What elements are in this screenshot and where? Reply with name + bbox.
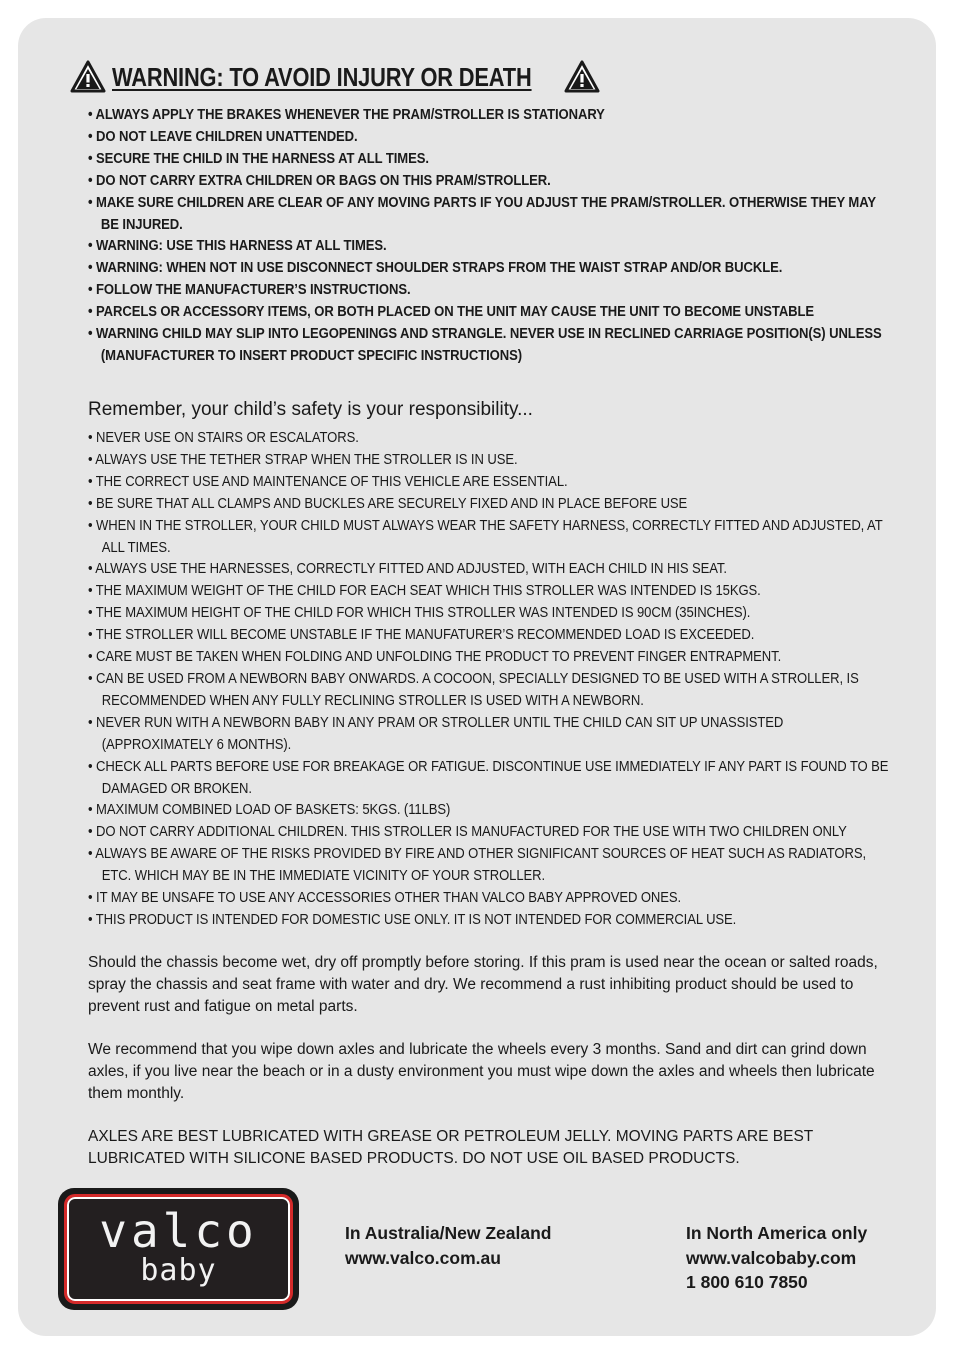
list-item: • THIS PRODUCT IS INTENDED FOR DOMESTIC USE ONLY. IT IS NOT INTENDED FOR COMMERCIAL USE.: [88, 910, 737, 928]
list-item: • DO NOT CARRY ADDITIONAL CHILDREN. THIS STROLLER IS MANUFACTURED FOR THE USE WITH TWO CHILDREN ONLY: [88, 823, 847, 841]
list-item: • PARCELS OR ACCESSORY ITEMS, OR BOTH PLACED ON THE UNIT MAY CAUSE THE UNIT TO BECOME UNSTABLE: [88, 303, 815, 321]
list-item: • IT MAY BE UNSAFE TO USE ANY ACCESSORIES OTHER THAN VALCO BABY APPROVED ONES.: [88, 889, 682, 907]
list-item: • MAKE SURE CHILDREN ARE CLEAR OF ANY MOVING PARTS IF YOU ADJUST THE PRAM/STROLLER. OTHERWISE THEY MAY BE INJURED.: [88, 193, 876, 233]
list-item: • ALWAYS USE THE TETHER STRAP WHEN THE STROLLER IS IN USE.: [88, 450, 518, 468]
safety-list: [88, 427, 954, 931]
list-item: • CARE MUST BE TAKEN WHEN FOLDING AND UNFOLDING THE PRODUCT TO PREVENT FINGER ENTRAPMENT.: [88, 648, 782, 666]
list-item: • MAXIMUM COMBINED LOAD OF BASKETS: 5KGS. (11LBS): [88, 801, 451, 819]
contact-website-link[interactable]: www.valcobaby.com: [686, 1247, 857, 1268]
list-item: • THE CORRECT USE AND MAINTENANCE OF THIS VEHICLE ARE ESSENTIAL.: [88, 472, 568, 490]
logo-frame: [64, 1194, 293, 1304]
list-item: • SECURE THE CHILD IN THE HARNESS AT ALL TIMES.: [88, 149, 429, 167]
list-item: • CAN BE USED FROM A NEWBORN BABY ONWARDS. A COCOON, SPECIALLY DESIGNED TO BE USED WITH A STROLLER, IS RECOMMENDED WHEN ANY FULLY RECLINING STROLLER IS USED WITH A NEWBORN.: [88, 669, 859, 709]
list-item: • THE MAXIMUM HEIGHT OF THE CHILD FOR WHICH THIS STROLLER WAS INTENDED IS 90CM (35INCHES).: [88, 604, 751, 622]
list-item: • ALWAYS USE THE HARNESSES, CORRECTLY FITTED AND ADJUSTED, WITH EACH CHILD IN HIS SEAT.: [88, 560, 727, 578]
safety-subheading: Remember, your child’s safety is your responsibility...: [88, 399, 533, 420]
logo-wordmark: valco: [99, 1204, 258, 1258]
list-item: • THE STROLLER WILL BECOME UNSTABLE IF THE MANUFATURER’S RECOMMENDED LOAD IS EXCEEDED.: [88, 626, 755, 644]
list-item: • WARNING: USE THIS HARNESS AT ALL TIMES.: [88, 237, 387, 255]
valco-baby-logo: [58, 1188, 299, 1310]
list-item: • DO NOT LEAVE CHILDREN UNATTENDED.: [88, 127, 358, 145]
list-item: • WARNING: WHEN NOT IN USE DISCONNECT SHOULDER STRAPS FROM THE WAIST STRAP AND/OR BUCKLE.: [88, 259, 783, 277]
list-item: • BE SURE THAT ALL CLAMPS AND BUCKLES ARE SECURELY FIXED AND IN PLACE BEFORE USE: [88, 494, 688, 512]
list-item: • NEVER RUN WITH A NEWBORN BABY IN ANY PRAM OR STROLLER UNTIL THE CHILD CAN SIT UP UNASSISTED (APPROXIMATELY 6 MONTHS).: [88, 713, 784, 753]
list-item: • NEVER USE ON STAIRS OR ESCALATORS.: [88, 429, 359, 446]
list-item: • THE MAXIMUM WEIGHT OF THE CHILD FOR EACH SEAT WHICH THIS STROLLER WAS INTENDED IS 15KGS.: [88, 582, 761, 600]
contact-region: In Australia/New Zealand: [345, 1223, 552, 1243]
warning-triangle-icon: [70, 60, 106, 94]
list-item: • DO NOT CARRY EXTRA CHILDREN OR BAGS ON THIS PRAM/STROLLER.: [88, 171, 551, 189]
contact-phone: 1 800 610 7850: [686, 1272, 808, 1292]
contact-north-america: [686, 1221, 867, 1295]
contact-australia: [345, 1221, 552, 1270]
lubrication-paragraph: AXLES ARE BEST LUBRICATED WITH GREASE OR PETROLEUM JELLY. MOVING PARTS ARE BEST LUBRICATED WITH SILICONE BASED PRODUCTS. DO NOT USE OIL BASED PRODUCTS.: [88, 1128, 813, 1167]
contact-region: In North America only: [686, 1223, 868, 1243]
page-title: WARNING: TO AVOID INJURY OR DEATH: [112, 61, 532, 92]
list-item: • ALWAYS APPLY THE BRAKES WHENEVER THE PRAM/STROLLER IS STATIONARY: [88, 106, 605, 123]
list-item: • WHEN IN THE STROLLER, YOUR CHILD MUST ALWAYS WEAR THE SAFETY HARNESS, CORRECTLY FITTED AND ADJUSTED, AT ALL TIMES.: [88, 516, 883, 556]
logo-subword: baby: [140, 1253, 217, 1288]
warning-header: [70, 58, 600, 96]
list-item: • CHECK ALL PARTS BEFORE USE FOR BREAKAGE OR FATIGUE. DISCONTINUE USE IMMEDIATELY IF ANY PART IS FOUND TO BE DAMAGED OR BROKEN.: [88, 757, 889, 797]
list-item: • ALWAYS BE AWARE OF THE RISKS PROVIDED BY FIRE AND OTHER SIGNIFICANT SOURCES OF HEAT SUCH AS RADIATORS, ETC. WHICH MAY BE IN THE IMMEDIATE VICINITY OF YOUR STROLLER.: [88, 845, 867, 885]
axle-care-paragraph: We recommend that you wipe down axles and lubricate the wheels every 3 months. Sand and dirt can grind down axles, if you live near the beach or in a dusty environment you must wipe down the axles and wheels then lubricate them monthly.: [88, 1041, 875, 1102]
list-item: • WARNING CHILD MAY SLIP INTO LEGOPENINGS AND STRANGLE. NEVER USE IN RECLINED CARRIAGE POSITION(S) UNLESS (MANUFACTURER TO INSERT PRODUCT SPECIFIC INSTRUCTIONS): [88, 325, 882, 364]
chassis-care-paragraph: Should the chassis become wet, dry off promptly before storing. If this pram is used near the ocean or salted roads, spray the chassis and seat frame with water and dry. We recommend a rust inhibiting product should be used to prevent rust and fatigue on metal parts.: [88, 954, 878, 1015]
list-item: • FOLLOW THE MANUFACTURER’S INSTRUCTIONS.: [88, 281, 411, 299]
warning-triangle-icon: [564, 60, 600, 94]
contact-website-link[interactable]: www.valco.com.au: [345, 1247, 501, 1268]
warnings-list: [88, 104, 954, 367]
